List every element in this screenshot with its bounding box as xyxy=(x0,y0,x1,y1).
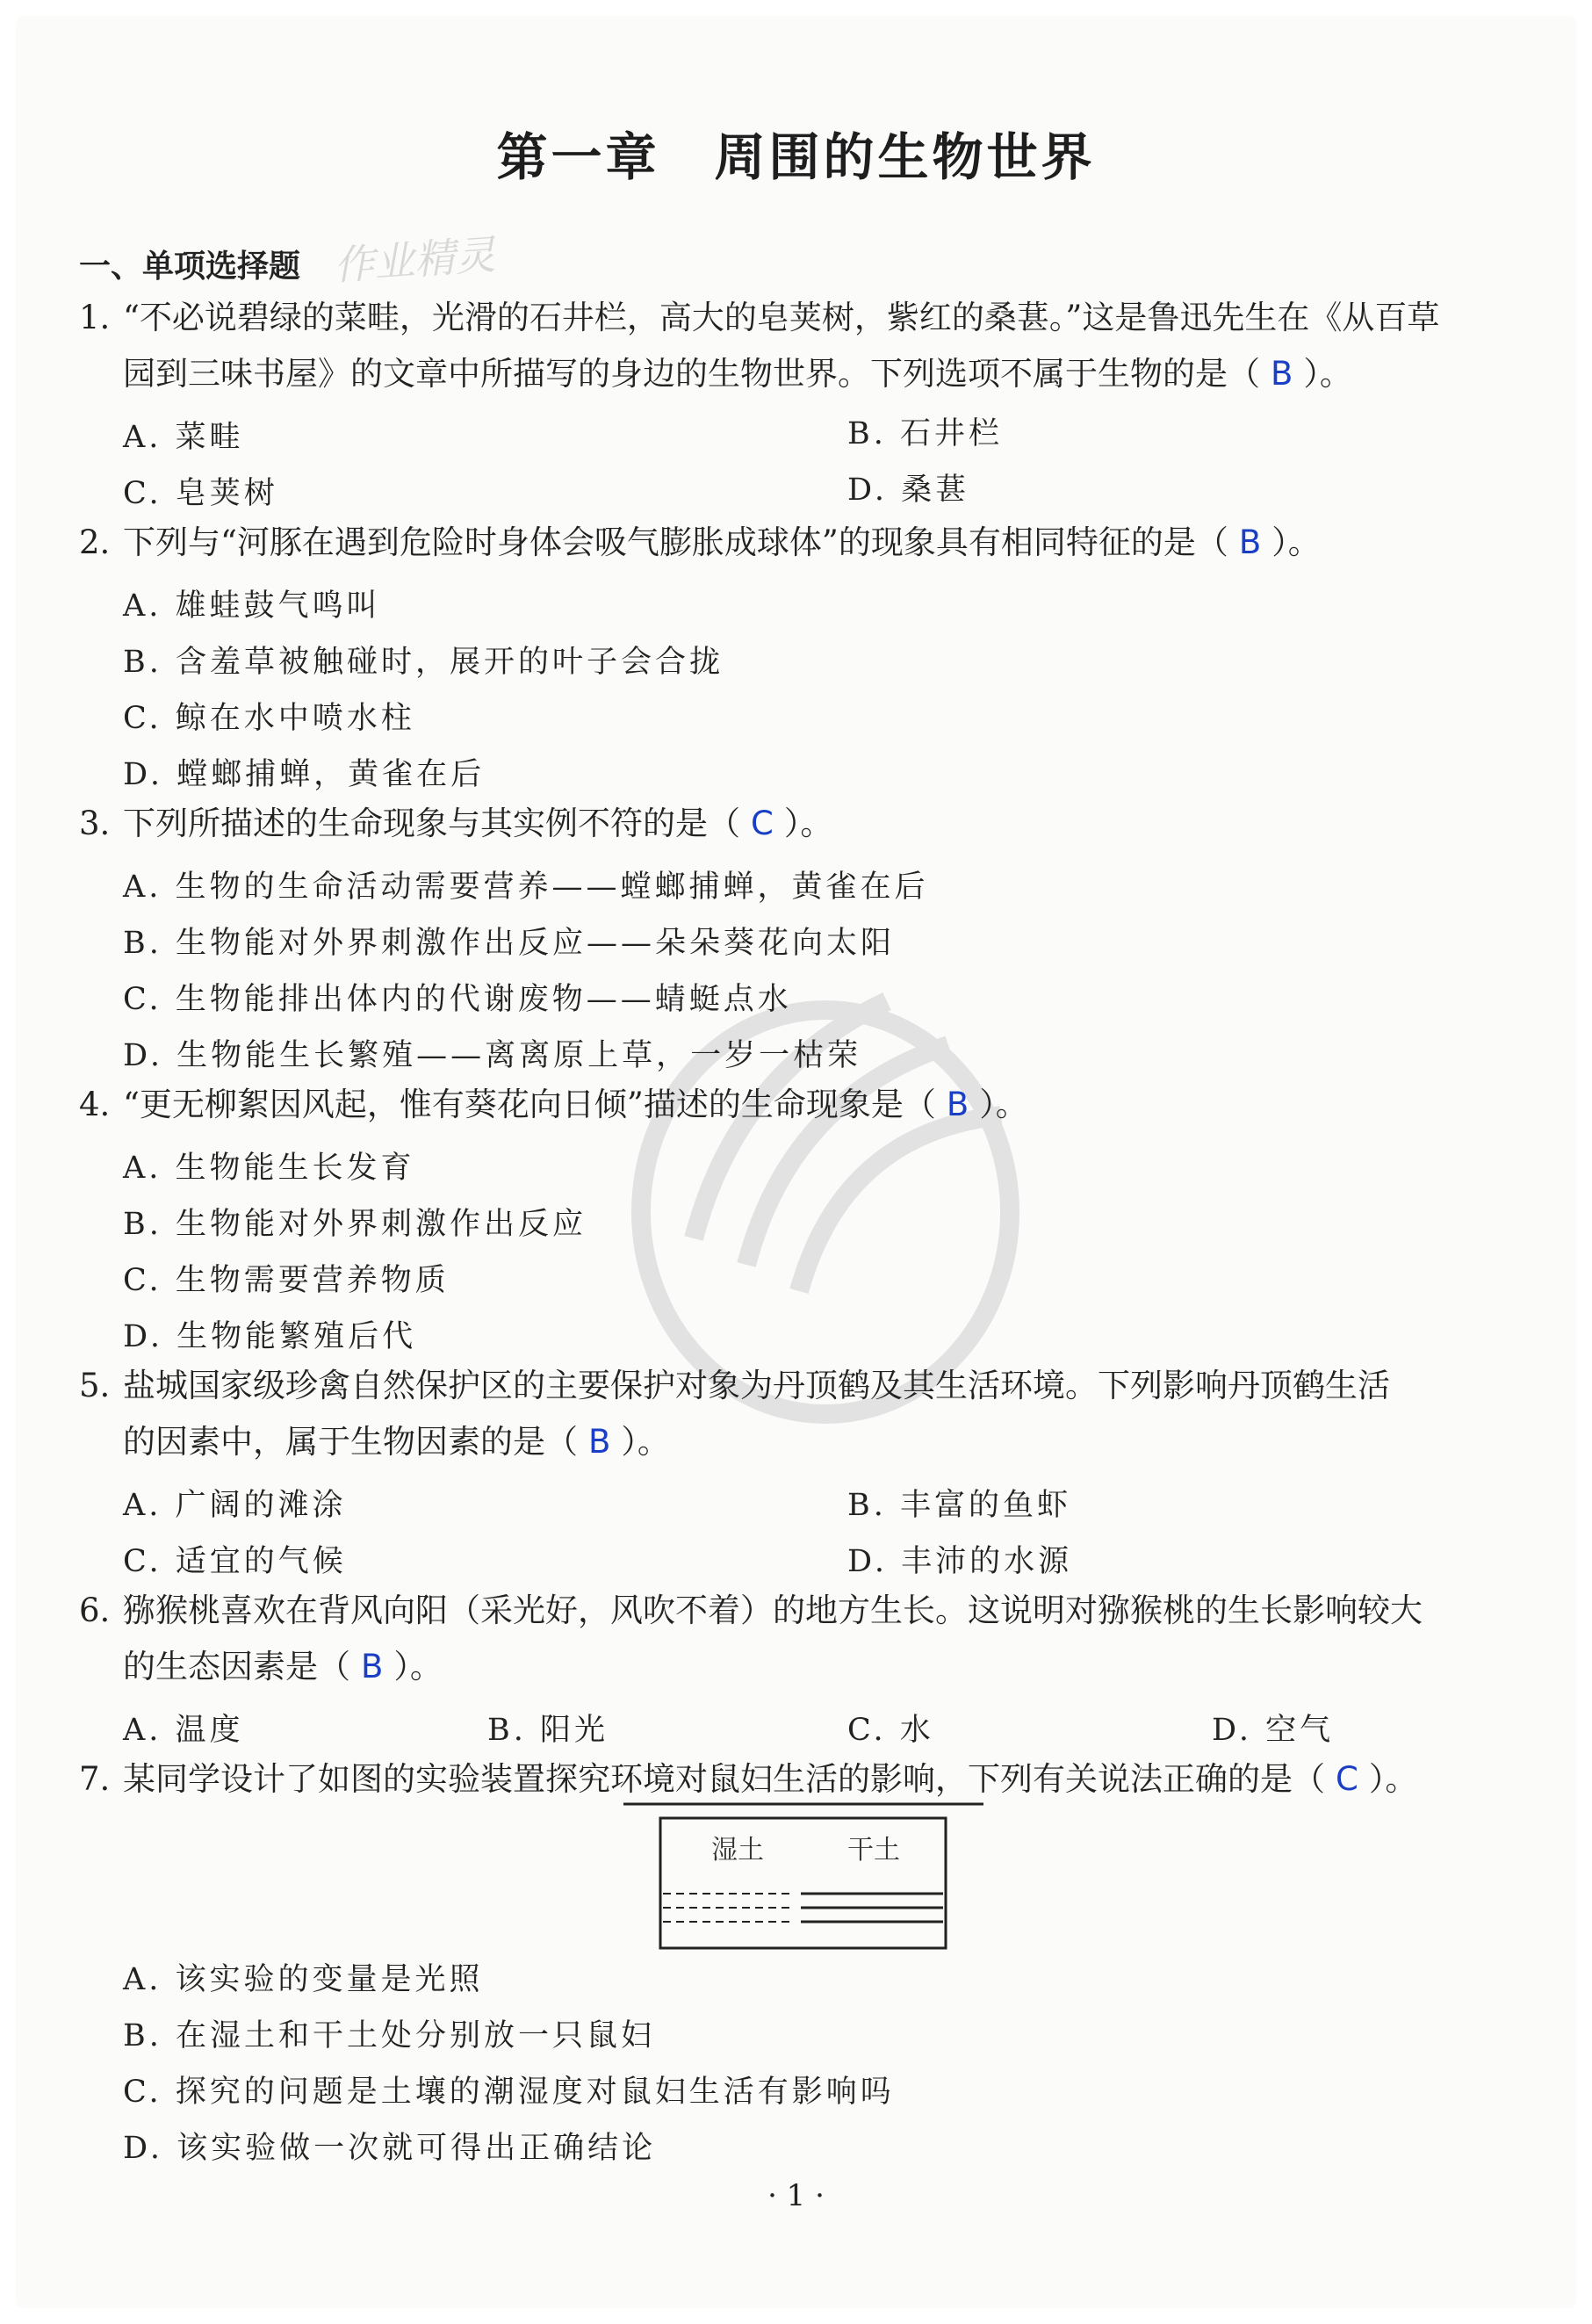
option-b: B. 石井栏 xyxy=(847,416,1003,451)
option-d: D. 生物能生长繁殖——离离原上草，一岁一枯荣 xyxy=(123,1038,862,1073)
option-b: B. 含羞草被触碰时，展开的叶子会合拢 xyxy=(123,645,724,680)
option-b: B. 在湿土和干土处分别放一只鼠妇 xyxy=(123,2018,655,2053)
question-text: 猕猴桃喜欢在背风向阳（采光好，风吹不着）的地方生长。这说明对猕猴桃的生长影响较大 xyxy=(123,1591,1423,1629)
question-text: 的因素中，属于生物因素的是（ xyxy=(123,1423,578,1461)
option-d: D. 螳螂捕蝉，黄雀在后 xyxy=(123,757,486,792)
option-a: A. 温度 xyxy=(123,1713,244,1748)
answer-mark: B xyxy=(588,1423,611,1461)
question-text: 盐城国家级珍禽自然保护区的主要保护对象为丹顶鹤及其生活环境。下列影响丹顶鹤生活 xyxy=(123,1367,1390,1404)
option-a: A. 该实验的变量是光照 xyxy=(123,1962,484,1997)
option-c: C. 水 xyxy=(847,1713,934,1748)
question-suffix: ）。 xyxy=(1271,523,1321,561)
question-3 xyxy=(79,796,1502,852)
section-heading: 一、单项选择题 xyxy=(79,249,301,285)
option-c: C. 适宜的气候 xyxy=(123,1544,347,1579)
question-2 xyxy=(79,515,1502,571)
option-a: A. 菜畦 xyxy=(123,420,244,455)
question-text: 某同学设计了如图的实验装置探究环境对鼠妇生活的影响，下列有关说法正确的是（ xyxy=(123,1760,1325,1798)
option-c: C. 皂荚树 xyxy=(123,476,278,511)
question-6 xyxy=(79,1583,1502,1695)
answer-mark: C xyxy=(751,805,774,842)
page-number: · 1 · xyxy=(767,2178,825,2213)
question-1 xyxy=(79,290,1502,402)
option-d: D. 生物能繁殖后代 xyxy=(123,1319,417,1354)
question-suffix: ）。 xyxy=(1303,355,1352,393)
option-a: A. 生物的生命活动需要营养——螳螂捕蝉，黄雀在后 xyxy=(123,870,929,905)
question-suffix: ）。 xyxy=(621,1423,670,1461)
question-suffix: ）。 xyxy=(979,1086,1028,1123)
question-suffix: ）。 xyxy=(1368,1760,1418,1798)
wet-soil-lines xyxy=(663,1894,790,1922)
option-c: C. 生物能排出体内的代谢废物——蜻蜓点水 xyxy=(123,982,792,1017)
option-c: C. 鲸在水中喷水柱 xyxy=(123,701,415,736)
question-text: 下列与“河豚在遇到危险时身体会吸气膨胀成球体”的现象具有相同特征的是（ xyxy=(123,523,1228,561)
option-a: A. 生物能生长发育 xyxy=(123,1151,415,1186)
answer-mark: B xyxy=(946,1086,969,1123)
dry-soil-lines xyxy=(801,1894,943,1922)
answer-mark: B xyxy=(1238,523,1262,561)
answer-mark: C xyxy=(1336,1760,1358,1798)
chapter-title: 第一章 周围的生物世界 xyxy=(496,127,1096,187)
option-d: D. 空气 xyxy=(1212,1713,1335,1748)
question-number: 2. xyxy=(79,523,111,561)
answer-mark: B xyxy=(1271,355,1293,393)
option-c: C. 探究的问题是土壤的潮湿度对鼠妇生活有影响吗 xyxy=(123,2075,895,2110)
question-text: “不必说碧绿的菜畦，光滑的石井栏，高大的皂荚树，紫红的桑葚。”这是鲁迅先生在《从百草 xyxy=(123,299,1440,336)
question-5 xyxy=(79,1358,1502,1470)
question-4 xyxy=(79,1077,1502,1133)
option-d: D. 丰沛的水源 xyxy=(847,1544,1073,1579)
option-c: C. 生物需要营养物质 xyxy=(123,1263,450,1298)
watermark-text: 作业精灵 xyxy=(332,230,497,290)
option-a: A. 雄蛙鼓气鸣叫 xyxy=(123,588,381,624)
option-b: B. 丰富的鱼虾 xyxy=(847,1488,1071,1523)
option-d: D. 桑葚 xyxy=(847,473,970,508)
question-number: 4. xyxy=(79,1086,111,1123)
question-suffix: ）。 xyxy=(783,805,833,842)
option-d: D. 该实验做一次就可得出正确结论 xyxy=(123,2131,657,2166)
wet-soil-label: 湿土 xyxy=(711,1835,764,1866)
option-a: A. 广阔的滩涂 xyxy=(123,1488,347,1523)
question-number: 3. xyxy=(79,805,111,842)
question-text: 下列所描述的生命现象与其实例不符的是（ xyxy=(123,805,740,842)
option-b: B. 生物能对外界刺激作出反应 xyxy=(123,1207,587,1242)
question-text: 的生态因素是（ xyxy=(123,1648,350,1685)
experiment-diagram xyxy=(615,1799,992,1957)
option-b: B. 生物能对外界刺激作出反应——朵朵葵花向太阳 xyxy=(123,926,895,961)
dry-soil-label: 干土 xyxy=(847,1835,900,1866)
question-number: 6. xyxy=(79,1591,111,1629)
question-number: 1. xyxy=(79,299,111,336)
question-text: 园到三味书屋》的文章中所描写的身边的生物世界。下列选项不属于生物的是（ xyxy=(123,355,1260,393)
question-suffix: ）。 xyxy=(393,1648,443,1685)
answer-mark: B xyxy=(361,1648,384,1685)
option-b: B. 阳光 xyxy=(487,1713,609,1748)
question-text: “更无柳絮因风起，惟有葵花向日倾”描述的生命现象是（ xyxy=(123,1086,936,1123)
question-number: 5. xyxy=(79,1367,111,1404)
question-number: 7. xyxy=(79,1760,111,1798)
